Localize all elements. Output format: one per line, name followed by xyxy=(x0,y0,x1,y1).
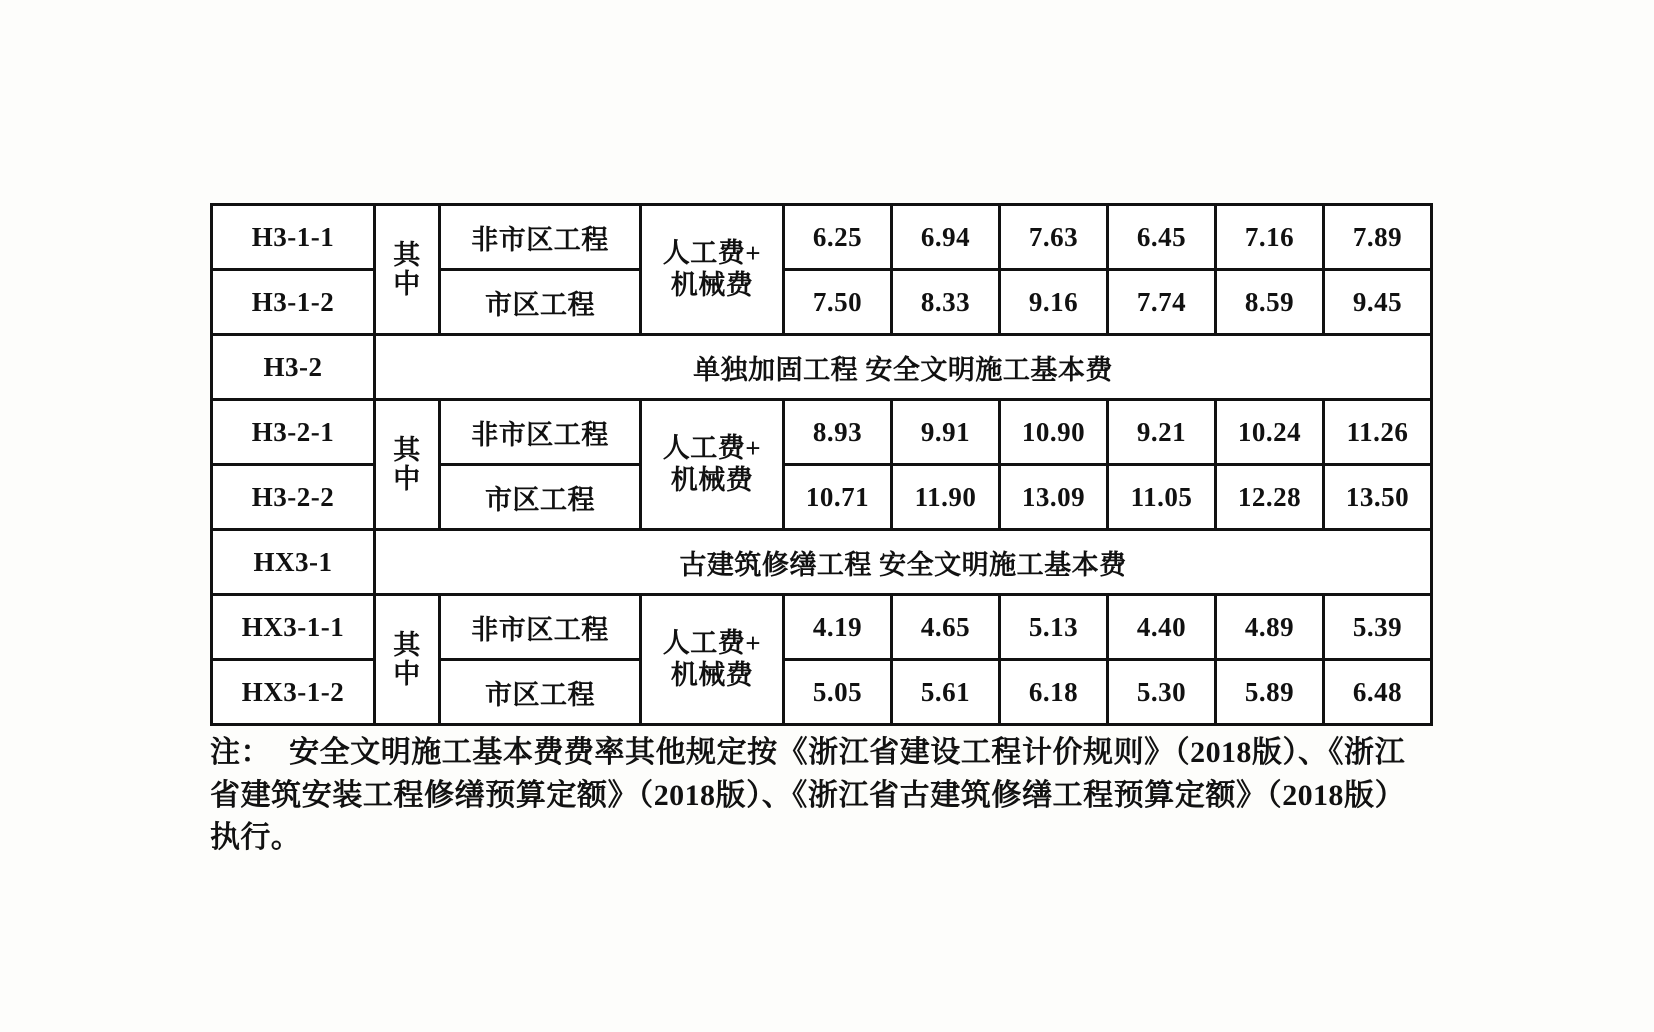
table-row xyxy=(212,400,1432,465)
rate-value: 13.50 xyxy=(1324,465,1432,530)
rate-value: 9.45 xyxy=(1324,270,1432,335)
section-title: 古建筑修缮工程 安全文明施工基本费 xyxy=(375,530,1432,595)
basis-line-2: 机械费 xyxy=(670,269,754,300)
basis-label xyxy=(641,400,784,530)
rate-value: 13.09 xyxy=(1000,465,1108,530)
rate-value: 6.18 xyxy=(1000,660,1108,725)
rate-value: 7.16 xyxy=(1216,205,1324,270)
table-row xyxy=(212,335,1432,400)
rate-value: 9.91 xyxy=(892,400,1000,465)
qizhong-char-1: 其 xyxy=(393,435,421,466)
qizhong-char-2: 中 xyxy=(393,658,421,689)
area-label: 市区工程 xyxy=(440,660,641,725)
area-label: 市区工程 xyxy=(440,270,641,335)
rate-value: 10.90 xyxy=(1000,400,1108,465)
row-code: H3-2 xyxy=(212,335,375,400)
rate-value: 7.63 xyxy=(1000,205,1108,270)
qizhong-char-2: 中 xyxy=(393,463,421,494)
row-code: HX3-1-1 xyxy=(212,595,375,660)
table-note xyxy=(210,732,1405,860)
rate-value: 8.59 xyxy=(1216,270,1324,335)
rate-value: 5.61 xyxy=(892,660,1000,725)
area-label: 非市区工程 xyxy=(440,400,641,465)
rate-value: 9.21 xyxy=(1108,400,1216,465)
rate-value: 5.30 xyxy=(1108,660,1216,725)
note-text: 安全文明施工基本费费率其他规定按《浙江省建设工程计价规则》（2018版）、《浙江省建筑安装工程修缮预算定额》（2018版）、《浙江省古建筑修缮工程预算定额》（2018版）执行。 xyxy=(210,736,1405,855)
rate-value: 11.90 xyxy=(892,465,1000,530)
basis-line-1: 人工费+ xyxy=(662,628,762,659)
rate-value: 7.50 xyxy=(784,270,892,335)
rate-value: 8.33 xyxy=(892,270,1000,335)
rate-value: 12.28 xyxy=(1216,465,1324,530)
rate-value: 8.93 xyxy=(784,400,892,465)
section-title: 单独加固工程 安全文明施工基本费 xyxy=(375,335,1432,400)
row-code: H3-2-2 xyxy=(212,465,375,530)
qizhong-char-1: 其 xyxy=(393,630,421,661)
qizhong-label xyxy=(375,205,440,335)
rate-value: 6.25 xyxy=(784,205,892,270)
rate-value: 5.89 xyxy=(1216,660,1324,725)
note-label: 注： xyxy=(210,736,272,769)
rate-value: 7.89 xyxy=(1324,205,1432,270)
rate-value: 4.40 xyxy=(1108,595,1216,660)
area-label: 市区工程 xyxy=(440,465,641,530)
row-code: H3-1-2 xyxy=(212,270,375,335)
area-label: 非市区工程 xyxy=(440,205,641,270)
table-row xyxy=(212,530,1432,595)
rate-value: 11.05 xyxy=(1108,465,1216,530)
rate-value: 4.19 xyxy=(784,595,892,660)
qizhong-char-2: 中 xyxy=(393,268,421,299)
rate-value: 5.05 xyxy=(784,660,892,725)
rate-value: 4.89 xyxy=(1216,595,1324,660)
basis-label xyxy=(641,205,784,335)
rate-value: 6.48 xyxy=(1324,660,1432,725)
basis-label xyxy=(641,595,784,725)
document-content xyxy=(210,203,1410,860)
rate-value: 9.16 xyxy=(1000,270,1108,335)
basis-line-2: 机械费 xyxy=(670,464,754,495)
rate-value: 11.26 xyxy=(1324,400,1432,465)
rate-value: 6.45 xyxy=(1108,205,1216,270)
qizhong-label xyxy=(375,595,440,725)
qizhong-char-1: 其 xyxy=(393,240,421,271)
row-code: H3-1-1 xyxy=(212,205,375,270)
rate-value: 5.39 xyxy=(1324,595,1432,660)
rate-value: 4.65 xyxy=(892,595,1000,660)
row-code: HX3-1 xyxy=(212,530,375,595)
rate-value: 6.94 xyxy=(892,205,1000,270)
area-label: 非市区工程 xyxy=(440,595,641,660)
basis-line-1: 人工费+ xyxy=(662,238,762,269)
table-row xyxy=(212,205,1432,270)
fee-rate-table xyxy=(210,203,1433,726)
qizhong-label xyxy=(375,400,440,530)
basis-line-1: 人工费+ xyxy=(662,433,762,464)
row-code: H3-2-1 xyxy=(212,400,375,465)
basis-line-2: 机械费 xyxy=(670,659,754,690)
rate-value: 10.71 xyxy=(784,465,892,530)
rate-value: 5.13 xyxy=(1000,595,1108,660)
rate-value: 10.24 xyxy=(1216,400,1324,465)
rate-value: 7.74 xyxy=(1108,270,1216,335)
row-code: HX3-1-2 xyxy=(212,660,375,725)
table-row xyxy=(212,595,1432,660)
